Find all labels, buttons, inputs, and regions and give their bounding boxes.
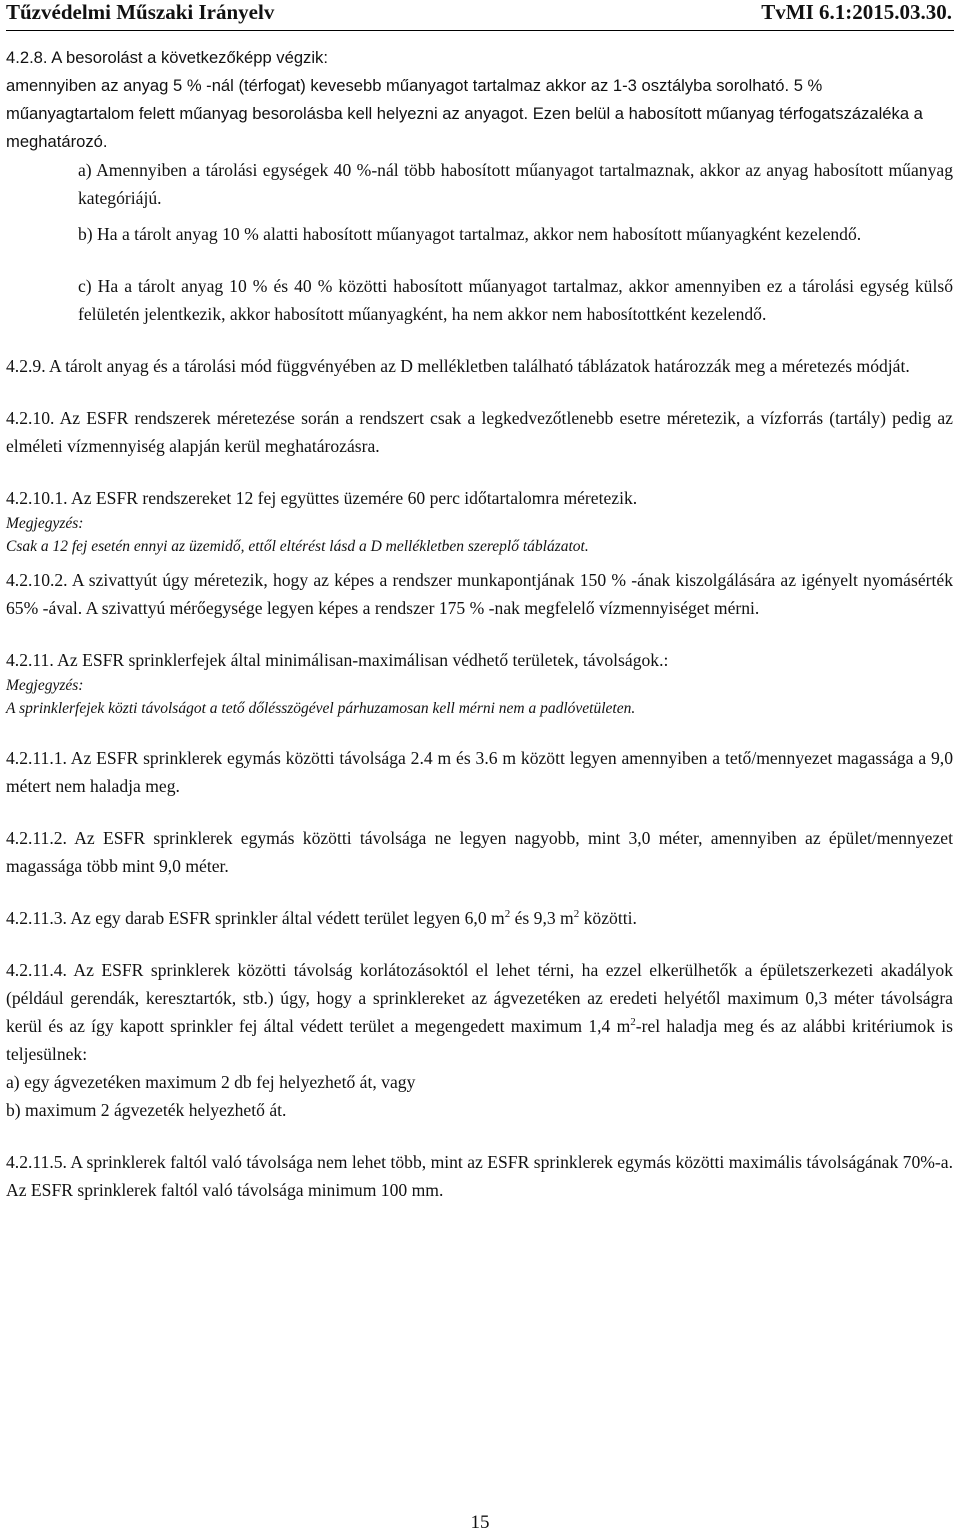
section-4-2-9: 4.2.9. A tárolt anyag és a tárolási mód függvényében az D mellékletben található táblázatok határozzák meg a méretezés módját. xyxy=(6,356,910,376)
section-4-2-8-item-c: c) Ha a tárolt anyag 10 % és 40 % közötti habosított műanyagot tartalmaz, akkor amennyiben ez a tárolási egység külső felületén jelentkezik, akkor habosított műanyagként, ha nem akkor nem habosítottként kezelendő. xyxy=(78,276,953,324)
note-label: Megjegyzés: xyxy=(6,677,84,694)
header-title: Tűzvédelmi Műszaki Irányelv xyxy=(6,0,275,24)
section-4-2-8-paragraph: amennyiben az anyag 5 % -nál (térfogat) kevesebb műanyagot tartalmaz akkor az 1-3 osztályba sorolható. 5 % műanyagtartalom felett műanyag besorolásba kell helyezni az anyagot. Ezen belül a habosított műanyag térfogatszázaléka a meghatározó. xyxy=(6,76,923,151)
superscript: 2 xyxy=(630,1016,636,1028)
section-4-2-11-1: 4.2.11.1. Az ESFR sprinklerek egymás közötti távolsága 2.4 m és 3.6 m között legyen amennyiben a tető/mennyezet magassága a 9,0 métert nem haladja meg. xyxy=(6,748,953,796)
document-body xyxy=(6,44,953,1204)
section-4-2-11: 4.2.11. Az ESFR sprinklerfejek által minimálisan-maximálisan védhető területek, távolságok.: xyxy=(6,650,669,670)
section-4-2-8-item-a: a) Amennyiben a tárolási egységek 40 %-nál több habosított műanyagot tartalmaznak, akkor az anyag habosított műanyag kategóriájú. xyxy=(78,160,953,208)
superscript: 2 xyxy=(504,908,511,920)
superscript: 2 xyxy=(573,908,580,920)
section-4-2-8-heading: 4.2.8. A besorolást a következőképp végzik: xyxy=(6,48,328,67)
section-4-2-10-2: 4.2.10.2. A szivattyút úgy méretezik, hogy az képes a rendszer munkapontjának 150 % -ának kiszolgálására az igényelt nyomásérték 65% -ával. A szivattyú mérőegysége legyen képes a rendszer 175 % -nak megfelelő vízmennyiséget mérni. xyxy=(6,570,953,618)
section-4-2-11-2: 4.2.11.2. Az ESFR sprinklerek egymás közötti távolsága ne legyen nagyobb, mint 3,0 méter, amennyiben az épület/mennyezet magassága több mint 9,0 méter. xyxy=(6,828,953,876)
header-document-code: TvMI 6.1:2015.03.30. xyxy=(761,0,952,24)
section-4-2-11-5: 4.2.11.5. A sprinklerek faltól való távolsága nem lehet több, mint az ESFR sprinklerek egymás közötti maximális távolságának 70%-a. Az ESFR sprinklerek faltól való távolsága minimum 100 mm. xyxy=(6,1152,953,1200)
section-4-2-11-4: 4.2.11.4. Az ESFR sprinklerek közötti távolság korlátozásoktól el lehet térni, ha ezzel elkerülhetők a épületszerkezeti akadályok (például gerendák, keresztartók, stb.) úgy, hogy a sprinklereket az ágvezetéken az eredeti helyétől maximum 0,3 méter távolságra kerül és az így kapott sprinkler fej által védett terület a megengedett maximum 1,4 $m^2$-rel haladja meg és az alábbi kritériumok is teljesülnek: xyxy=(6,960,954,1064)
section-4-2-10: 4.2.10. Az ESFR rendszerek méretezése során a rendszert csak a legkedvezőtlenebb esetre méretezik, a vízforrás (tartály) pedig az elméleti vízmennyiség alapján kerül meghatározásra. xyxy=(6,408,953,456)
section-4-2-11-4-item-b: b) maximum 2 ágvezeték helyezhető át. xyxy=(6,1100,287,1120)
page-number: 15 xyxy=(470,1512,490,1533)
section-4-2-8-item-b: b) Ha a tárolt anyag 10 % alatti habosított műanyagot tartalmaz, akkor nem habosított műanyagként kezelendő. xyxy=(78,224,862,244)
section-4-2-11-4-item-a: a) egy ágvezetéken maximum 2 db fej helyezhető át, vagy xyxy=(6,1072,416,1092)
note-label: Megjegyzés: xyxy=(6,515,84,532)
section-4-2-10-1: 4.2.10.1. Az ESFR rendszereket 12 fej együttes üzemére 60 perc időtartalomra méretezik. xyxy=(6,488,638,508)
note-text: Csak a 12 fej esetén ennyi az üzemidő, ettől eltérést lásd a D mellékletben szereplő táblázatot. xyxy=(6,538,589,555)
note-text: A sprinklerfejek közti távolságot a tető dőlésszögével párhuzamosan kell mérni nem a padlóvetületen. xyxy=(6,700,636,717)
section-4-2-11-3: 4.2.11.3. Az egy darab ESFR sprinkler által védett terület legyen 6,0 $m^2$ és 9,3 $m^2$ közötti. xyxy=(6,908,637,928)
page-header xyxy=(6,0,954,31)
